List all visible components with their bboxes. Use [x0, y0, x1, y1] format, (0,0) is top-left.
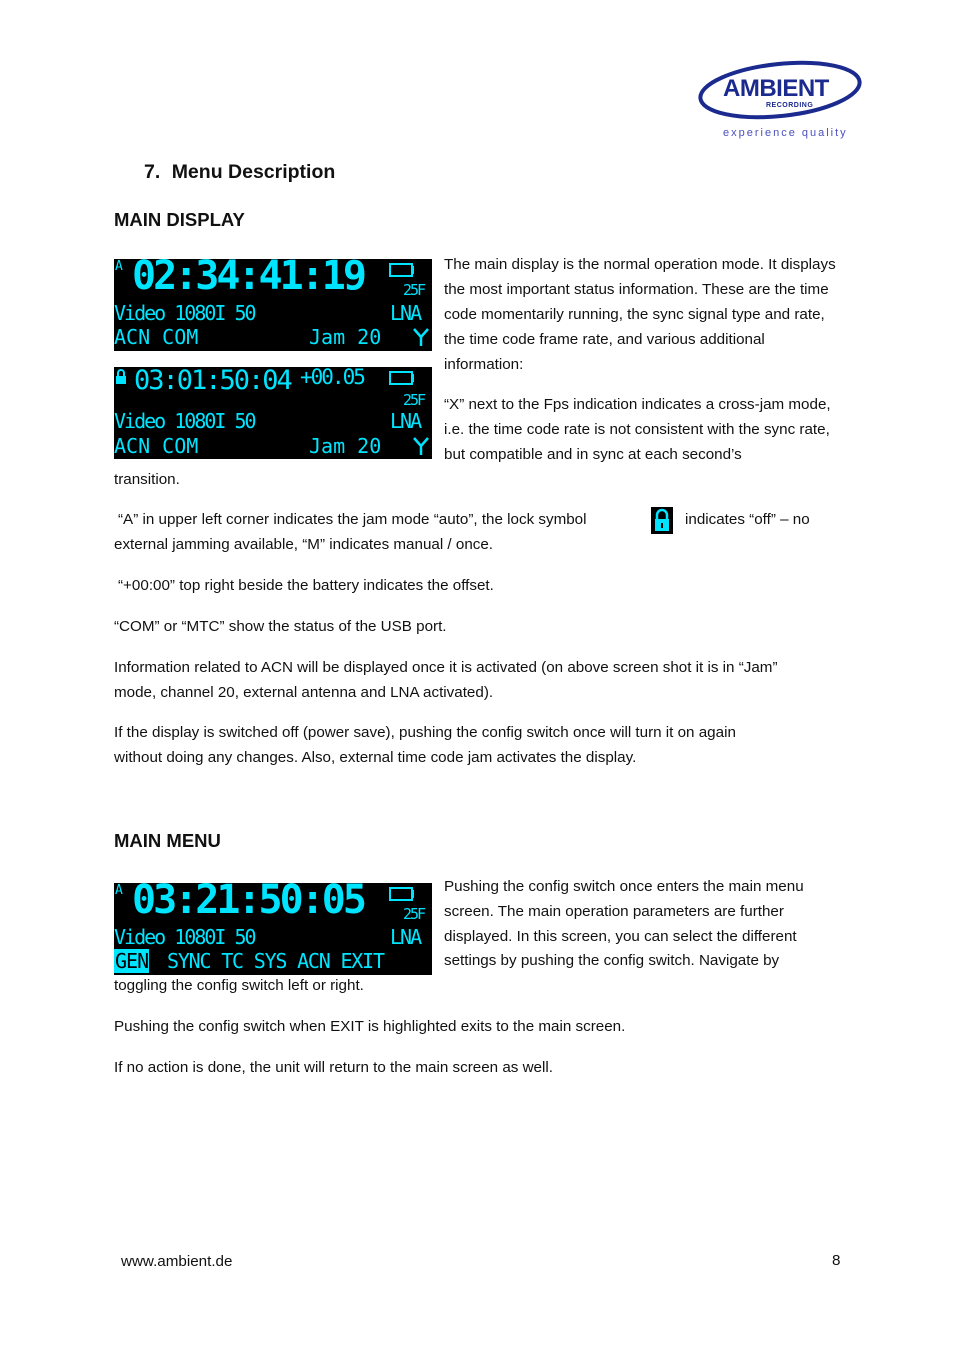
jam-channel: Jam 20	[309, 434, 382, 458]
lna-indicator: LNA	[390, 301, 421, 325]
jam-channel: Jam 20	[309, 325, 382, 349]
timecode-display: 02:34:41:19	[132, 259, 364, 299]
section-title	[144, 161, 335, 184]
offset-indicator: +00.05	[300, 367, 364, 389]
battery-icon	[389, 371, 413, 385]
antenna-icon	[412, 327, 430, 347]
fps-indicator: 25F	[403, 905, 425, 923]
main-menu-para1-b: screen. The main operation parameters are further	[444, 903, 784, 920]
main-display-para6-b: mode, channel 20, external antenna and LNA activated).	[114, 684, 494, 701]
lna-indicator: LNA	[390, 925, 421, 949]
oled-screen-menu	[114, 883, 432, 975]
antenna-icon	[412, 436, 430, 456]
jam-mode-indicator: A	[115, 259, 123, 274]
timecode-display: 03:01:50:04	[134, 367, 291, 396]
video-sync-label: Video 1080I 50	[114, 301, 255, 325]
logo-brand: AMBIENT	[723, 75, 829, 102]
video-sync-label: Video 1080I 50	[114, 925, 255, 949]
lock-icon	[115, 369, 127, 385]
main-menu-heading: MAIN MENU	[114, 830, 221, 851]
main-display-para3-c: external jamming available, “M” indicates manual / once.	[114, 536, 494, 553]
fps-indicator: 25F	[403, 281, 425, 299]
main-menu-para1-e: toggling the config switch left or right.	[114, 977, 364, 994]
main-display-heading: MAIN DISPLAY	[114, 209, 245, 230]
logo-tagline: experience quality	[723, 127, 848, 139]
acn-status: ACN COM	[114, 434, 199, 458]
footer-url: www.ambient.de	[121, 1253, 233, 1270]
main-display-para2-end: transition.	[114, 471, 180, 488]
battery-tip	[411, 374, 414, 382]
battery-tip	[411, 890, 414, 898]
main-menu-para2: Pushing the config switch when EXIT is highlighted exits to the main screen.	[114, 1018, 626, 1035]
menu-item-gen: GEN	[115, 949, 149, 973]
main-menu-para1-a: Pushing the config switch once enters the main menu	[444, 878, 804, 895]
timecode-display: 03:21:50:05	[132, 883, 364, 923]
main-display-para5: “COM” or “MTC” show the status of the USB port.	[114, 618, 447, 635]
section-title-text: Menu Description	[171, 161, 336, 183]
company-logo	[690, 55, 870, 145]
acn-status: ACN COM	[114, 325, 199, 349]
main-display-para3: “A” in upper left corner indicates the jam mode “auto”, the lock symbol	[118, 511, 587, 528]
main-display-para6: Information related to ACN will be displayed once it is activated (on above screen shot it is in “Jam”	[114, 659, 778, 676]
main-menu-para3: If no action is done, the unit will return to the main screen as well.	[114, 1059, 553, 1076]
oled-screen-locked	[114, 367, 432, 459]
page-number: 8	[832, 1252, 841, 1269]
main-menu-para1-d: settings by pushing the config switch. Navigate by	[444, 952, 780, 969]
main-display-para1: The main display is the normal operation mode. It displays the most important status information. These are the time code momentarily running, the sync signal type and rate, the time code frame rate, and various additional information:	[444, 256, 836, 373]
oled-screen-main	[114, 259, 432, 351]
main-display-para2: “X” next to the Fps indication indicates a cross-jam mode, i.e. the time code rate is not consistent with the sync rate, but compatible and in sync at each second’s	[444, 396, 831, 463]
main-display-para7: If the display is switched off (power save), pushing the config switch once will turn it on again	[114, 724, 736, 741]
battery-icon	[389, 263, 413, 277]
video-sync-label: Video 1080I 50	[114, 409, 255, 433]
main-display-para3-b: indicates “off” – no	[685, 511, 810, 528]
battery-tip	[411, 266, 414, 274]
main-display-para4: “+00:00” top right beside the battery indicates the offset.	[118, 577, 494, 594]
jam-mode-indicator: A	[115, 883, 123, 898]
logo-sub: RECORDING	[766, 102, 814, 109]
lock-icon	[651, 507, 673, 534]
lock-symbol-icon	[651, 507, 673, 534]
section-number: 7.	[144, 161, 161, 183]
fps-indicator: 25F	[403, 391, 425, 409]
battery-icon	[389, 887, 413, 901]
lna-indicator: LNA	[390, 409, 421, 433]
main-display-para7-b: without doing any changes. Also, external time code jam activates the display.	[114, 749, 637, 766]
main-menu-para1-c: displayed. In this screen, you can select the different	[444, 928, 797, 945]
menu-items: SYNC TC SYS ACN EXIT	[167, 949, 384, 973]
